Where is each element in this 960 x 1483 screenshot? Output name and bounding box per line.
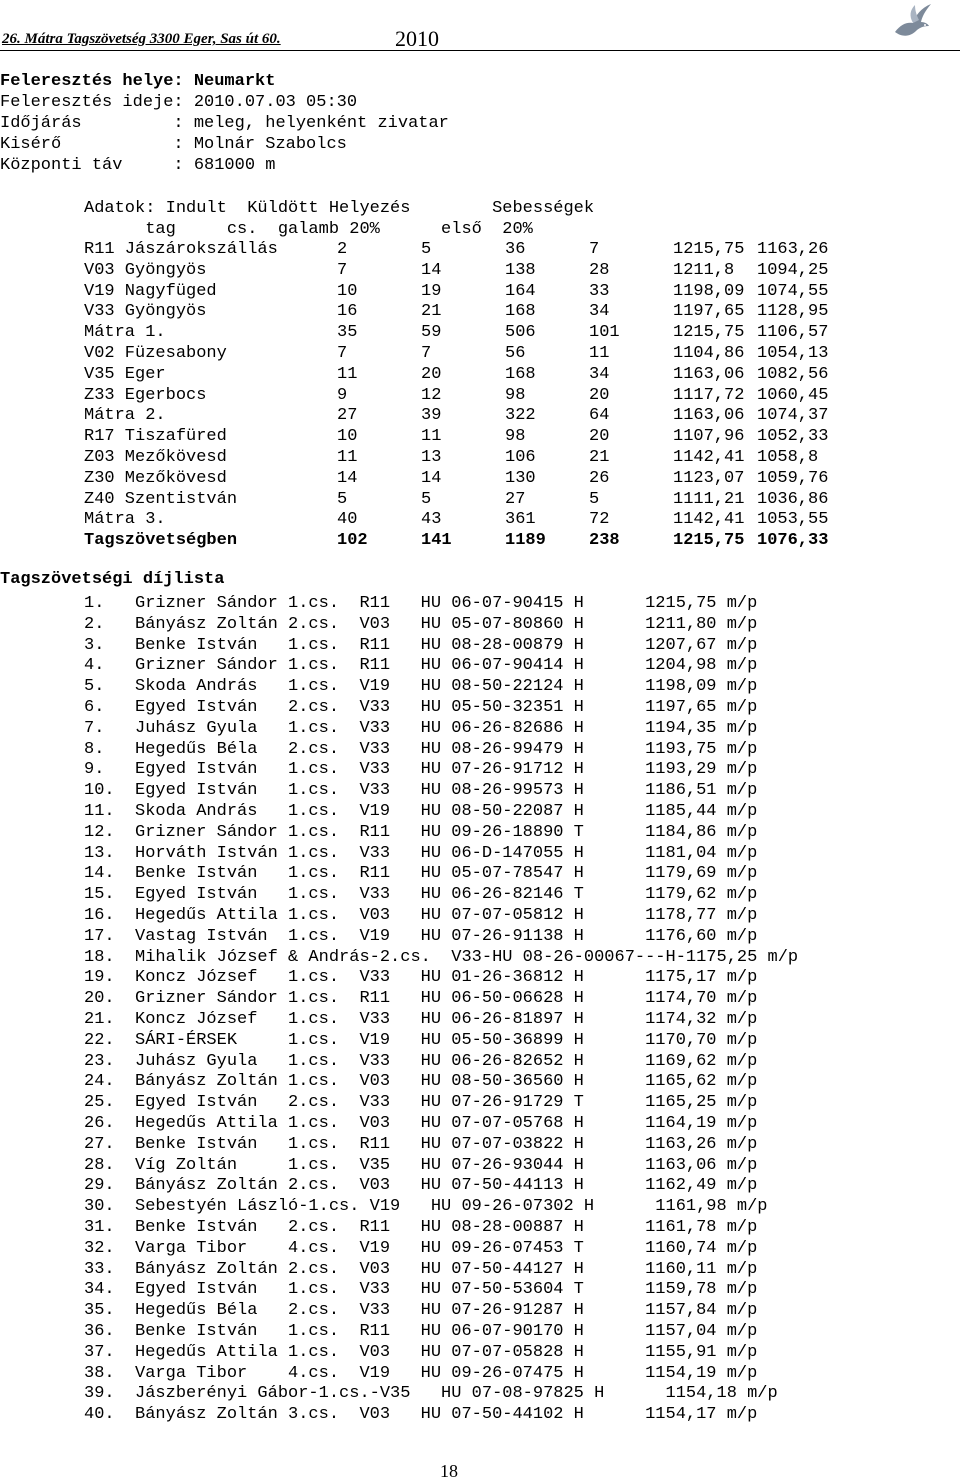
cell-helyezes: 1189 [505,531,546,551]
prize-list-item: 21. Koncz József 1.cs. V33 HU 06-26-81897 H 1174,32 m/p [84,1010,758,1029]
prize-list-item: 17. Vastag István 1.cs. V19 HU 07-26-91138 H 1176,60 m/p [84,926,758,946]
cell-kuldott: 14 [421,468,442,488]
cell-seb2: 1094,25 [757,260,829,280]
cell-kuldott: 7 [421,344,432,363]
prize-list-title: Tagszövetségi díjlista [0,570,225,589]
cell-helyezes: 322 [505,406,536,426]
cell-kuldott: 141 [421,531,452,551]
dove-logo-icon [889,2,933,44]
cell-kuldott: 14 [421,260,442,280]
cell-kuldott: 43 [421,510,442,530]
cell-helyezes: 36 [505,240,526,259]
cell-seb1: 1104,86 [673,344,745,363]
cell-helyezes: 98 [505,427,526,447]
cell-seb1: 1211,8 [673,260,735,280]
cell-helyezes: 164 [505,281,536,301]
prize-list-item: 23. Juhász Gyula 1.cs. V33 HU 06-26-82652 H 1169,62 m/p [84,1051,758,1071]
cell-seb1: 1197,65 [673,302,745,322]
cell-kuldott: 39 [421,406,442,426]
cell-kuldott: 13 [421,448,442,467]
cell-indult: 10 [337,427,358,447]
cell-seb2: 1053,55 [757,510,829,530]
prize-list-item: 20. Grizner Sándor 1.cs. R11 HU 06-50-06628 H 1174,70 m/p [84,989,758,1009]
prize-list-item: 40. Bányász Zoltán 3.cs. V03 HU 07-50-44102 H 1154,17 m/p [84,1405,758,1425]
cell-h20: 7 [589,240,600,259]
cell-kuldott: 5 [421,240,432,259]
cell-name: V35 Eger [84,364,166,384]
cell-h20: 238 [589,531,620,551]
prize-list-item: 35. Hegedűs Béla 2.cs. V33 HU 07-26-91287 H 1157,84 m/p [84,1301,758,1321]
prize-list-item: 39. Jászberényi Gábor-1.cs.-V35 HU 07-08-97825 H 1154,18 m/p [84,1384,778,1404]
prize-list-item: 11. Skoda András 1.cs. V19 HU 08-50-22087 H 1185,44 m/p [84,802,758,821]
cell-seb1: 1123,07 [673,468,745,488]
cell-h20: 21 [589,448,610,467]
prize-list-item: 19. Koncz József 1.cs. V33 HU 01-26-36812 H 1175,17 m/p [84,968,758,988]
cell-seb1: 1111,21 [673,489,745,509]
prize-list-item: 25. Egyed István 2.cs. V33 HU 07-26-91729 T 1165,25 m/p [84,1093,758,1113]
prize-list-item: 13. Horváth István 1.cs. V33 HU 06-D-147055 H 1181,04 m/p [84,843,758,863]
header-title: 26. Mátra Tagszövetség 3300 Eger, Sas út 60. [2,31,281,47]
cell-h20: 11 [589,344,610,363]
prize-list-item: 30. Sebestyén László-1.cs. V19 HU 09-26-07302 H 1161,98 m/p [84,1197,768,1217]
prize-list-item: 37. Hegedűs Attila 1.cs. V03 HU 07-07-05828 H 1155,91 m/p [84,1342,758,1362]
cell-h20: 20 [589,427,610,447]
cell-helyezes: 361 [505,510,536,530]
cell-name: Z40 Szentistván [84,489,238,509]
cell-seb2: 1082,56 [757,364,829,384]
cell-indult: 11 [337,364,358,384]
cell-seb2: 1106,57 [757,323,829,343]
cell-h20: 20 [589,385,610,405]
prize-list-item: 34. Egyed István 1.cs. V33 HU 07-50-53604 T 1159,78 m/p [84,1280,758,1300]
cell-kuldott: 19 [421,281,442,301]
info-line: Központi táv : 681000 m [0,156,276,175]
cell-name: Tagszövetségben [84,531,238,551]
info-line: Kisérő : Molnár Szabolcs [0,135,347,154]
prize-list-item: 32. Varga Tibor 4.cs. V19 HU 09-26-07453 T 1160,74 m/p [84,1238,758,1258]
cell-indult: 7 [337,260,348,280]
table-header-line: tag cs. galamb 20% első 20% [84,220,533,239]
cell-seb2: 1036,86 [757,489,829,509]
cell-kuldott: 11 [421,427,442,447]
cell-seb1: 1117,72 [673,385,745,405]
prize-list-item: 18. Mihalik József & András-2.cs. V33-HU 08-26-00067---H-1175,25 m/p [84,947,799,967]
cell-indult: 14 [337,468,358,488]
cell-kuldott: 21 [421,302,442,322]
prize-list-item: 33. Bányász Zoltán 2.cs. V03 HU 07-50-44127 H 1160,11 m/p [84,1259,758,1279]
cell-name: R11 Jászárokszállás [84,240,278,259]
prize-list-item: 5. Skoda András 1.cs. V19 HU 08-50-22124 H 1198,09 m/p [84,677,758,697]
cell-h20: 72 [589,510,610,530]
prize-list-item: 12. Grizner Sándor 1.cs. R11 HU 09-26-18890 T 1184,86 m/p [84,822,758,842]
cell-h20: 101 [589,323,620,343]
cell-helyezes: 27 [505,489,526,509]
prize-list-item: 29. Bányász Zoltán 2.cs. V03 HU 07-50-44113 H 1162,49 m/p [84,1176,758,1196]
cell-indult: 5 [337,489,348,509]
info-line: Időjárás : meleg, helyenként zivatar [0,114,449,133]
cell-seb1: 1215,75 [673,323,745,343]
prize-list-item: 9. Egyed István 1.cs. V33 HU 07-26-91712 H 1193,29 m/p [84,760,758,780]
cell-seb1: 1163,06 [673,406,745,426]
cell-h20: 5 [589,489,600,509]
cell-name: V19 Nagyfüged [84,281,217,301]
cell-h20: 34 [589,364,610,384]
cell-name: Z03 Mezőkövesd [84,448,227,467]
prize-list-item: 10. Egyed István 1.cs. V33 HU 08-26-99573 H 1186,51 m/p [84,781,758,801]
cell-indult: 7 [337,344,348,363]
cell-h20: 64 [589,406,610,426]
cell-seb1: 1142,41 [673,510,745,530]
cell-indult: 2 [337,240,348,259]
info-line: Feleresztés ideje: 2010.07.03 05:30 [0,93,358,112]
prize-list-item: 3. Benke István 1.cs. R11 HU 08-28-00879 H 1207,67 m/p [84,635,758,655]
cell-seb1: 1163,06 [673,364,745,384]
cell-h20: 26 [589,468,610,488]
cell-seb1: 1107,96 [673,427,745,447]
cell-seb1: 1198,09 [673,281,745,301]
cell-indult: 10 [337,281,358,301]
header-divider [0,50,960,51]
header-year: 2010 [395,26,439,51]
prize-list-item: 2. Bányász Zoltán 2.cs. V03 HU 05-07-80860 H 1211,80 m/p [84,614,758,634]
prize-list-item: 26. Hegedűs Attila 1.cs. V03 HU 07-07-05768 H 1164,19 m/p [84,1114,758,1133]
cell-seb2: 1074,55 [757,281,829,301]
cell-h20: 28 [589,260,610,280]
prize-list-item: 7. Juhász Gyula 1.cs. V33 HU 06-26-82686 H 1194,35 m/p [84,718,758,738]
cell-helyezes: 98 [505,385,526,405]
cell-kuldott: 5 [421,489,432,509]
info-line: Feleresztés helye: Neumarkt [0,72,276,91]
cell-seb2: 1052,33 [757,427,829,447]
cell-name: V03 Gyöngyös [84,260,207,280]
prize-list-item: 38. Varga Tibor 4.cs. V19 HU 09-26-07475 H 1154,19 m/p [84,1363,758,1383]
cell-helyezes: 56 [505,344,526,363]
prize-list-item: 27. Benke István 1.cs. R11 HU 07-07-03822 H 1163,26 m/p [84,1134,758,1154]
cell-h20: 33 [589,281,610,301]
cell-indult: 40 [337,510,358,530]
cell-helyezes: 168 [505,364,536,384]
prize-list-item: 36. Benke István 1.cs. R11 HU 06-07-90170 H 1157,04 m/p [84,1322,758,1341]
cell-seb1: 1215,75 [673,240,745,259]
cell-name: Mátra 2. [84,406,166,426]
page-number: 18 [440,1461,458,1481]
cell-seb2: 1059,76 [757,468,829,488]
cell-helyezes: 138 [505,260,536,280]
cell-name: Mátra 1. [84,323,166,343]
cell-indult: 9 [337,385,348,405]
cell-kuldott: 12 [421,385,442,405]
cell-name: V02 Füzesabony [84,344,227,363]
prize-list-item: 28. Víg Zoltán 1.cs. V35 HU 07-26-93044 H 1163,06 m/p [84,1155,758,1175]
cell-kuldott: 20 [421,364,442,384]
release-info [0,71,449,176]
cell-seb1: 1215,75 [673,531,745,551]
cell-name: Z33 Egerbocs [84,385,207,405]
cell-seb2: 1128,95 [757,302,829,322]
prize-list-item: 16. Hegedűs Attila 1.cs. V03 HU 07-07-05812 H 1178,77 m/p [84,906,758,925]
cell-seb1: 1142,41 [673,448,745,467]
prize-list-item: 15. Egyed István 1.cs. V33 HU 06-26-82146 T 1179,62 m/p [84,885,758,905]
prize-list-item: 31. Benke István 2.cs. R11 HU 08-28-00887 H 1161,78 m/p [84,1218,758,1237]
cell-name: Mátra 3. [84,510,166,530]
cell-seb2: 1054,13 [757,344,829,363]
cell-indult: 16 [337,302,358,322]
cell-helyezes: 506 [505,323,536,343]
prize-list-item: 24. Bányász Zoltán 1.cs. V03 HU 08-50-36560 H 1165,62 m/p [84,1072,758,1092]
prize-list-item: 1. Grizner Sándor 1.cs. R11 HU 06-07-90415 H 1215,75 m/p [84,594,758,613]
cell-indult: 35 [337,323,358,343]
cell-seb2: 1074,37 [757,406,829,426]
prize-list-item: 4. Grizner Sándor 1.cs. R11 HU 06-07-90414 H 1204,98 m/p [84,656,758,676]
cell-seb2: 1060,45 [757,385,829,405]
cell-helyezes: 168 [505,302,536,322]
prize-list-item: 14. Benke István 1.cs. R11 HU 05-07-78547 H 1179,69 m/p [84,864,758,884]
cell-indult: 102 [337,531,368,551]
cell-indult: 27 [337,406,358,426]
cell-seb2: 1058,8 [757,448,819,467]
cell-seb2: 1076,33 [757,531,829,551]
table-header [84,198,594,240]
cell-helyezes: 106 [505,448,536,467]
cell-indult: 11 [337,448,358,467]
cell-name: Z30 Mezőkövesd [84,468,227,488]
page-header [0,0,960,52]
table-header-line: Adatok: Indult Küldött Helyezés Sebességek [84,199,595,218]
cell-helyezes: 130 [505,468,536,488]
cell-h20: 34 [589,302,610,322]
cell-kuldott: 59 [421,323,442,343]
cell-name: V33 Gyöngyös [84,302,207,322]
cell-name: R17 Tiszafüred [84,427,227,447]
prize-list-item: 22. SÁRI-ÉRSEK 1.cs. V19 HU 05-50-36899 H 1170,70 m/p [84,1030,758,1050]
prize-list-item: 6. Egyed István 2.cs. V33 HU 05-50-32351 H 1197,65 m/p [84,698,758,717]
prize-list-item: 8. Hegedűs Béla 2.cs. V33 HU 08-26-99479 H 1193,75 m/p [84,739,758,759]
cell-seb2: 1163,26 [757,240,829,259]
